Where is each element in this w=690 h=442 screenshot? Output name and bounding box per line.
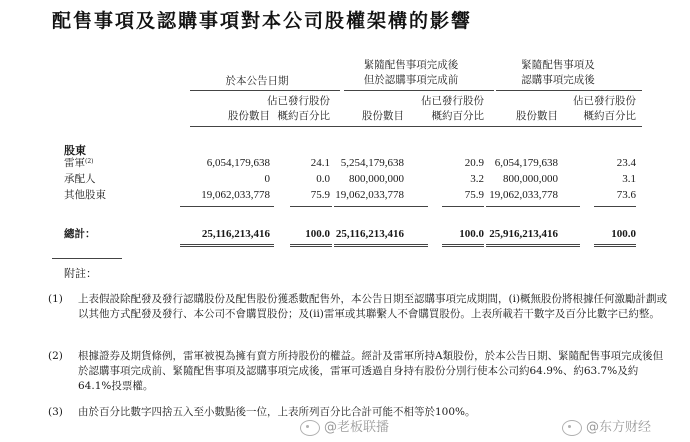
subtotal-rule (180, 206, 274, 207)
cell: 20.9 (464, 157, 484, 169)
cell: 19,062,033,778 (201, 189, 270, 201)
col1-group-underline (190, 90, 340, 91)
col1-pct-header: 佔已發行股份 概約百分比 (267, 95, 330, 122)
col2-pct-header: 佔已發行股份 概約百分比 (421, 95, 484, 122)
cell: 0 (264, 173, 270, 185)
note-number: (3) (48, 406, 63, 418)
cell: 25,916,213,416 (489, 228, 558, 240)
row-label: 其他股東 (64, 189, 106, 201)
cell: 6,054,179,638 (206, 157, 270, 169)
col1-group-header: 於本公告日期 (225, 75, 289, 87)
cell: 6,054,179,638 (494, 157, 558, 169)
col3-group-underline (496, 90, 642, 91)
col2-shares-header: 股份數目 (362, 110, 404, 122)
section-shareholders: 股東 (64, 144, 86, 157)
subtotal-rule (290, 206, 332, 207)
cell: 100.0 (611, 228, 636, 240)
subtotal-rule (442, 206, 484, 207)
cell: 75.9 (464, 189, 484, 201)
col1-shares-header: 股份數目 (228, 110, 270, 122)
table-row (0, 156, 690, 170)
total-double-rule (180, 244, 274, 247)
cell: 100.0 (459, 228, 484, 240)
cell: 75.9 (310, 189, 330, 201)
cell: 5,254,179,638 (340, 157, 404, 169)
cell: 0.0 (316, 173, 330, 185)
row-label: 雷軍$^{(2)}$ (64, 157, 94, 169)
weibo-icon (300, 420, 320, 436)
cell: 800,000,000 (349, 173, 404, 185)
page-title: 配售事項及認購事項對本公司股權架構的影響 (52, 10, 473, 32)
note-text: 根據證券及期貨條例，雷軍被視為擁有賣方所持股份的權益。經計及雷軍所持A類股份，於本公告日期、緊隨配售事項完成後但於認購事項完成前、緊隨配售事項及認購事項完成後，雷軍可透過自身持有股份分別行使本公司約64.9%、約63.7%及約64.1%投票權。 (78, 350, 664, 392)
total-double-rule (290, 244, 332, 247)
notes-title: 附註： (64, 267, 97, 280)
note-number: (2) (48, 350, 63, 362)
table-row (0, 172, 690, 186)
col2-group-header: 緊隨配售事項完成後 但於認購事項完成前 (363, 59, 459, 86)
note-text: 由於百分比數字四捨五入至小數點後一位，上表所列百分比合計可能不相等於100%。 (78, 406, 476, 418)
col3-shares-header: 股份數目 (516, 110, 558, 122)
subtotal-rule (334, 206, 428, 207)
subtotal-rule (594, 206, 636, 207)
cell: 3.2 (470, 173, 484, 185)
table-row (0, 188, 690, 202)
watermark-left: @老板联播 (300, 416, 389, 436)
note-text: 上表假設除配發及發行認購股份及配售股份獲悉數配售外，本公告日期至認購事項完成期間，(i)概無股份將根據任何激勵計劃或以其他方式配發及發行、本公司不會購買股份；及(ii)雷軍或其聯繫人不會購買股份。上表所載若干數字及百分比數字已約整。 (78, 293, 668, 320)
watermark-right: @东方财经 (562, 416, 651, 436)
cell: 800,000,000 (503, 173, 558, 185)
notes-separator (52, 258, 122, 259)
row-label: 承配人 (64, 173, 96, 185)
col3-pct-header: 佔已發行股份 概約百分比 (573, 95, 636, 122)
subtotal-rule (486, 206, 580, 207)
col2-group-underline (344, 90, 494, 91)
total-label: 總計： (64, 228, 96, 240)
cell: 100.0 (305, 228, 330, 240)
cell: 25,116,213,416 (335, 228, 404, 240)
cell: 73.6 (616, 189, 636, 201)
cell: 25,116,213,416 (201, 228, 270, 240)
header-rule (190, 126, 642, 127)
weibo-icon (562, 420, 582, 436)
col3-group-header: 緊隨配售事項及 認購事項完成後 (521, 59, 595, 86)
cell: 3.1 (622, 173, 636, 185)
cell: 19,062,033,778 (335, 189, 404, 201)
cell: 23.4 (616, 157, 636, 169)
total-double-rule (594, 244, 636, 247)
note-number: (1) (48, 293, 63, 305)
cell: 19,062,033,778 (489, 189, 558, 201)
table-row-total (0, 227, 690, 241)
total-double-rule (334, 244, 428, 247)
total-double-rule (486, 244, 580, 247)
cell: 24.1 (310, 157, 330, 169)
total-double-rule (442, 244, 484, 247)
